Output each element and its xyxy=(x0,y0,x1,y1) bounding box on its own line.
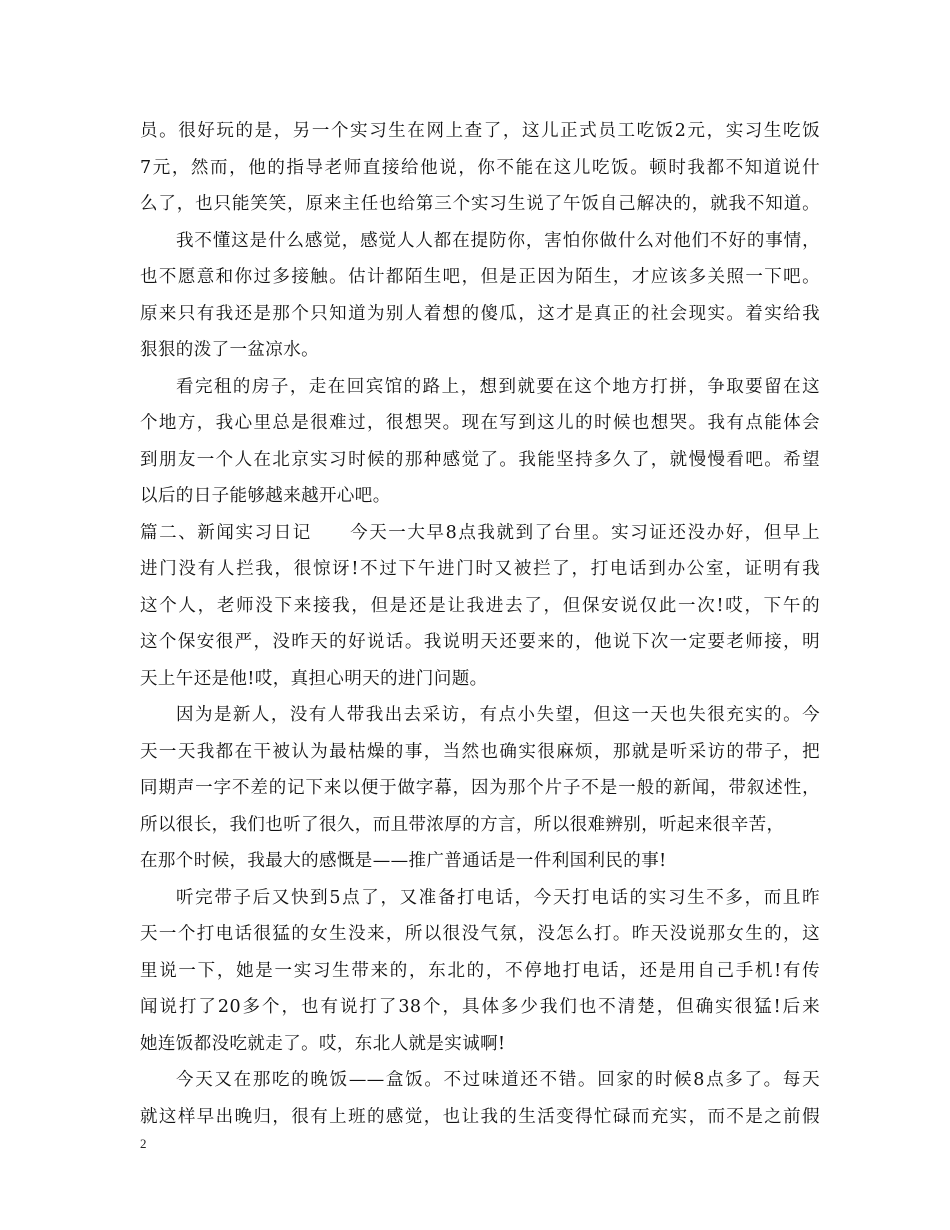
text-line: 进门没有人拦我，很惊讶!不过下午进门时又被拦了，打电话到办公室，证明有我 xyxy=(140,559,820,579)
paragraph-start-line: 今天又在那吃的晚饭——盒饭。不过味道还不错。回家的时候8点多了。每天 xyxy=(176,1070,820,1090)
paragraph-start-line: 听完带子后又快到5点了，又准备打电话，今天打电话的实习生不多，而且昨 xyxy=(176,887,820,908)
text-line: 7元，然而，他的指导老师直接给他说，你不能在这儿吃饭。顿时我都不知道说什 xyxy=(140,157,820,178)
paragraph-end-line: 以后的日子能够越来越开心吧。 xyxy=(140,486,391,506)
text-line: 这个保安很严，没昨天的好说话。我说明天还要来的，他说下次一定要老师接，明 xyxy=(140,632,820,652)
paragraph-start-line: 我不懂这是什么感觉，感觉人人都在提防你，害怕你做什么对他们不好的事情， xyxy=(176,230,820,251)
text-line: 所以很长，我们也听了很久，而且带浓厚的方言，所以很难辨别，听起来很辛苦， xyxy=(140,814,785,835)
paragraph-end-line: 天上午还是他!哎，真担心明天的进门问题。 xyxy=(140,668,488,689)
text-line: 这个人，老师没下来接我，但是还是让我进去了，但保安说仅此一次!哎，下午的 xyxy=(140,595,820,616)
text-line: 里说一下，她是一实习生带来的，东北的，不停地打电话，还是用自己手机!有传 xyxy=(140,960,820,981)
text-line: 天一天我都在干被认为最枯燥的事，当然也确实很麻烦，那就是听采访的带子，把 xyxy=(140,741,820,762)
text-line: 天一个打电话很猛的女生没来，所以很没气氛，没怎么打。昨天没说那女生的，这 xyxy=(140,924,820,944)
text-line: 员。很好玩的是，另一个实习生在网上查了，这儿正式员工吃饭2元，实习生吃饭 xyxy=(140,121,820,141)
text-line: 到朋友一个人在北京实习时候的那种感觉了。我能坚持多久了，就慢慢看吧。希望 xyxy=(140,449,820,470)
page-number: 2 xyxy=(140,1136,147,1151)
paragraph-start-line: 看完租的房子，走在回宾馆的路上，想到就要在这个地方打拼，争取要留在这 xyxy=(176,376,820,397)
paragraph-end-line: 在那个时候，我最大的感慨是——推广普通话是一件利国利民的事! xyxy=(140,851,667,871)
section-heading-line: 篇二、新闻实习日记 今天一大早8点我就到了台里。实习证还没办好，但早上 xyxy=(140,522,820,543)
body-text xyxy=(140,113,820,1135)
text-line: 就这样早出晚归，很有上班的感觉，也让我的生活变得忙碌而充实，而不是之前假 xyxy=(140,1106,820,1127)
text-line: 闻说打了20多个，也有说打了38个，具体多少我们也不清楚，但确实很猛!后来 xyxy=(140,997,820,1017)
text-line: 也不愿意和你过多接触。估计都陌生吧，但是正因为陌生，才应该多关照一下吧。 xyxy=(140,267,820,287)
text-line: 同期声一字不差的记下来以便于做字幕，因为那个片子不是一般的新闻，带叙述性， xyxy=(140,778,820,798)
paragraph-end-line: 她连饭都没吃就走了。哎，东北人就是实诚啊! xyxy=(140,1033,506,1054)
text-line: 个地方，我心里总是很难过，很想哭。现在写到这儿的时候也想哭。我有点能体会 xyxy=(140,413,820,433)
paragraph-start-line: 因为是新人，没有人带我出去采访，有点小失望，但这一天也失很充实的。今 xyxy=(176,705,820,725)
text-line: 么了，也只能笑笑，原来主任也给第三个实习生说了午饭自己解决的，就我不知道。 xyxy=(140,194,820,214)
paragraph-end-line: 狠狠的泼了一盆凉水。 xyxy=(140,340,319,360)
text-line: 原来只有我还是那个只知道为别人着想的傻瓜，这才是真正的社会现实。着实给我 xyxy=(140,303,820,324)
